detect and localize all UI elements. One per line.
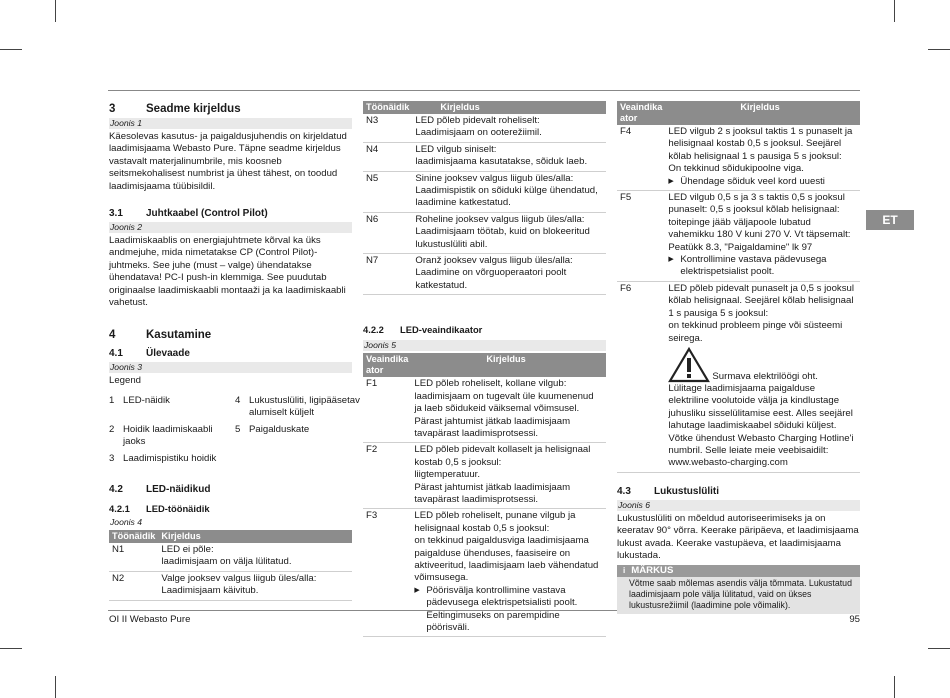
arrow-icon: ▶ [668, 177, 674, 185]
row-description [411, 509, 606, 637]
row-code: N2 [109, 571, 158, 600]
figure-ref: Joonis 3 [109, 362, 352, 373]
note-body: Võtme saab mõlemas asendis välja tõmmata. Lukustatud laadimisjaam pole välja lülitatud, vaid on ükses lukustusrežiimil (laadimine pole võimalik). [617, 577, 860, 614]
page-number: 95 [849, 614, 860, 625]
description-text: LED põleb pidevalt roheliselt: Laadimisjaam on ooterežiimil. [415, 115, 542, 139]
figure-ref: Joonis 6 [617, 500, 860, 511]
paragraph: Laadimiskaablis on energiajuhtmete kõrval ka üks andmejuhe, mida nimetatakse CP (Control Pilot)-juhtmeks. See juhe (must – valge) ühendatakse ühendatava! PC-I push-in klemmiga. See puudutab originaalse laadimiskaabli montaaži ja ka laadimiskaabli vahetust. [109, 235, 346, 309]
row-description [411, 377, 606, 443]
warning-instructions: Lülitage laadimisjaama paigalduse elektriline voolutoide välja ja kindlustage juhusliku sisselülitamise eest. Alles seejärel lahutage laadimiskaabel sõiduki küljest. Võtke ühendust Webasto Charging Hotline'i numbril. Selle leiate meie veebisaidilt: www.webasto-charging.com [668, 382, 854, 469]
table-row [363, 377, 606, 443]
table-row [363, 443, 606, 509]
column-1 [109, 102, 360, 601]
legend-item [109, 453, 235, 465]
row-code: F4 [617, 125, 665, 191]
row-code: F2 [363, 443, 411, 509]
note-header: i MÄRKUS [617, 565, 860, 577]
section-heading: 3.1 Juhtkaabel (Control Pilot) [109, 208, 268, 220]
description-text: Sinine jooksev valgus liigub üles/alla: Laadimispistik on sõiduki külge ühendatud, laadimine katkestatud. [415, 172, 598, 209]
crop-mark [0, 648, 22, 649]
row-description [665, 191, 860, 282]
column-2 [363, 101, 606, 637]
table-row [363, 142, 606, 171]
action-bullet [414, 585, 603, 635]
row-description [665, 125, 860, 191]
section-heading: 3 Seadme kirjeldus [109, 103, 241, 115]
row-description [412, 254, 606, 295]
description-text: LED põleb roheliselt, punane vilgub ja helisignaal kostab 0,5 s jooksul: on tekkinud paigaldusviga laadimisjaama paigalduse ühenduses, faasiseire on aktiveeritud, laadimisjaam laeb vähendatud võimsusega. [414, 510, 599, 584]
legend-number: 5 [235, 423, 241, 435]
arrow-icon: ▶ [668, 256, 674, 264]
legend-label: Laadimispistiku hoidik [123, 452, 217, 464]
table-header: Kirjeldus [411, 353, 606, 377]
table-row [617, 125, 860, 191]
crop-mark [894, 0, 895, 22]
section-heading: 4.2.1 LED-töönäidik [109, 502, 210, 514]
section-heading: 4.3 Lukustuslüliti [617, 485, 719, 497]
legend-number: 4 [235, 394, 241, 406]
row-code: N6 [363, 212, 412, 253]
crop-mark [894, 676, 895, 698]
description-text: Oranž jooksev valgus liigub üles/alla: Laadimine on võrguoperaatori poolt katkestatud. [415, 255, 573, 291]
row-description [412, 212, 606, 253]
legend-item [109, 395, 235, 420]
arrow-icon: ▶ [414, 586, 420, 594]
table-header: Töönäidik [363, 101, 412, 114]
row-description [411, 443, 606, 509]
info-icon: i [623, 566, 626, 576]
error-table [363, 353, 606, 637]
crop-mark [928, 49, 950, 50]
figure-ref: Joonis 2 [109, 222, 352, 233]
row-code: F3 [363, 509, 411, 637]
figure-ref: Joonis 5 [363, 340, 606, 351]
error-table [617, 101, 860, 473]
action-bullet [668, 176, 857, 188]
row-code: F5 [617, 191, 665, 282]
legend-label: Paigalduskate [249, 423, 310, 435]
status-table [363, 101, 606, 295]
description-text: LED vilgub siniselt: laadimisjaama kasutatakse, sõiduk laeb. [415, 143, 588, 168]
legend-title: Legend [109, 375, 142, 387]
table-header: Kirjeldus [412, 101, 606, 114]
table-row [363, 509, 606, 637]
bullet-text: Kontrollimine vastava pädevusega elektrispetsialist poolt. [680, 254, 827, 278]
legend-label: LED-näidik [123, 394, 170, 406]
legend-label: Lukustuslüliti, ligipääsetav alumiselt küljelt [249, 394, 360, 419]
description-text: LED põleb pidevalt punaselt ja 0,5 s jooksul kõlab helisignaal. Seejärel kõlab helisignaal 1 s pausiga 5 s jooksul: on tekkinud probleem pinge või süsteemi seirega. [668, 282, 854, 344]
table-header: Veaindika ator [363, 353, 411, 377]
row-description [412, 114, 606, 142]
warning-text: Surmava elektrilöögi oht. [712, 370, 818, 382]
figure-ref: Joonis 1 [109, 118, 352, 129]
row-code: N3 [363, 114, 412, 142]
table-row [109, 571, 352, 600]
row-code: N7 [363, 254, 412, 295]
figure-ref: Joonis 4 [110, 516, 143, 527]
crop-mark [928, 648, 950, 649]
action-bullet [668, 254, 857, 279]
crop-mark [55, 0, 56, 22]
description-text: Valge jooksev valgus liigub üles/alla: Laadimisjaam käivitub. [161, 572, 317, 597]
table-header: Kirjeldus [665, 101, 860, 125]
table-row [363, 254, 606, 295]
legend-number: 3 [109, 452, 115, 464]
row-code: F1 [363, 377, 411, 443]
footer-title: OI II Webasto Pure [109, 614, 191, 625]
section-heading: 4.1 Ülevaade [109, 348, 190, 360]
legend-number: 1 [109, 394, 115, 406]
section-heading: 4.2.2 LED-veaindikaator [363, 324, 483, 336]
paragraph: Lukustuslüliti on mõeldud autoriseerimiseks ja on keeratav 90° võrra. Keerake päripäeva, et laadimisjaama lukust avada. Keerake vastupäeva, et laadimisjaama lukustada. [617, 512, 859, 561]
language-tab: ET [866, 210, 914, 230]
legend-item [235, 424, 361, 449]
table-row [363, 114, 606, 142]
description-text: Roheline jooksev valgus liigub üles/alla: Laadimisjaam töötab, kuid on blokeeritud lukustuslüliti abil. [415, 213, 590, 250]
legend-item [109, 424, 235, 449]
table-row [109, 543, 352, 571]
table-header: Töönäidik [109, 530, 158, 543]
status-table [109, 530, 352, 601]
table-row [363, 212, 606, 253]
table-row [617, 281, 860, 472]
crop-mark [0, 49, 22, 50]
description-text: LED põleb roheliselt, kollane vilgub: laadimisjaam on tugevalt üle kuumenenud ja laeb sõidukeid väiksemal võimsusel. Pärast jahtumist jätkab laadimisjaam tavapärast laadimisprotsessi. [414, 378, 594, 439]
column-3 [617, 101, 860, 614]
table-header: Kirjeldus [158, 530, 352, 543]
legend-item [235, 395, 361, 420]
table-row [363, 171, 606, 212]
row-code: F6 [617, 281, 665, 472]
row-description [412, 171, 606, 212]
description-text: LED põleb pidevalt kollaselt ja helisignaal kostab 0,5 s jooksul: liigtemperatuur. Pärast jahtumist jätkab laadimisjaam tavapärast laadimisprotsessi. [414, 444, 591, 505]
table-header: Veaindika ator [617, 101, 665, 125]
row-description [412, 142, 606, 171]
row-description [158, 571, 352, 600]
warning-block [668, 347, 857, 383]
description-text: LED vilgub 2 s jooksul taktis 1 s punaselt ja helisignaal kostab 0,5 s jooksul. Seejärel kõlab helisignaal 1 s pausiga 5 s jooksul: On tekkinud sõidukipoolne viga. [668, 126, 853, 175]
row-code: N5 [363, 171, 412, 212]
header-rule [108, 90, 860, 91]
description-text: LED ei põle: laadimisjaam on välja lülitatud. [161, 543, 292, 568]
row-code: N4 [363, 142, 412, 171]
bullet-text: Ühendage sõiduk veel kord uuesti [680, 175, 825, 187]
row-description [158, 543, 352, 571]
table-row [617, 191, 860, 282]
bullet-text: Pöörisvälja kontrollimine vastava pädevusega elektrispetsialisti poolt. Eeltingimuseks on parempidine pöörisväli. [426, 584, 578, 633]
legend-list [109, 394, 360, 465]
row-code: N1 [109, 543, 158, 571]
crop-mark [55, 676, 56, 698]
section-heading: 4 Kasutamine [109, 329, 212, 342]
legend-item [235, 453, 361, 465]
description-text: LED vilgub 0,5 s ja 3 s taktis 0,5 s jooksul punaselt: 0,5 s jooksul kõlab helisignaal: toitepinge jääb väljapoole lubatud vahemikku 180 V kuni 270 V. Vt täpsemalt: Peatükk 8.3, "Paigaldamine" lk 97 [668, 192, 851, 253]
section-heading: 4.2 LED-näidikud [109, 483, 211, 495]
warning-triangle-icon [668, 347, 710, 383]
legend-number: 2 [109, 423, 115, 435]
paragraph: Käesolevas kasutus- ja paigaldusjuhendis on kirjeldatud laadimisjaama Webasto Pure. Täpne seadme kirjeldus vastavalt materjalinumbrile, mis koosneb seitsmekohalisest numbrist ja ühest tähest, on toodud laadimisjaama tüübisildil. [109, 131, 347, 192]
legend-number [235, 453, 249, 465]
legend-label: Hoidik laadimiskaabli jaoks [123, 423, 213, 448]
row-description [665, 281, 860, 472]
